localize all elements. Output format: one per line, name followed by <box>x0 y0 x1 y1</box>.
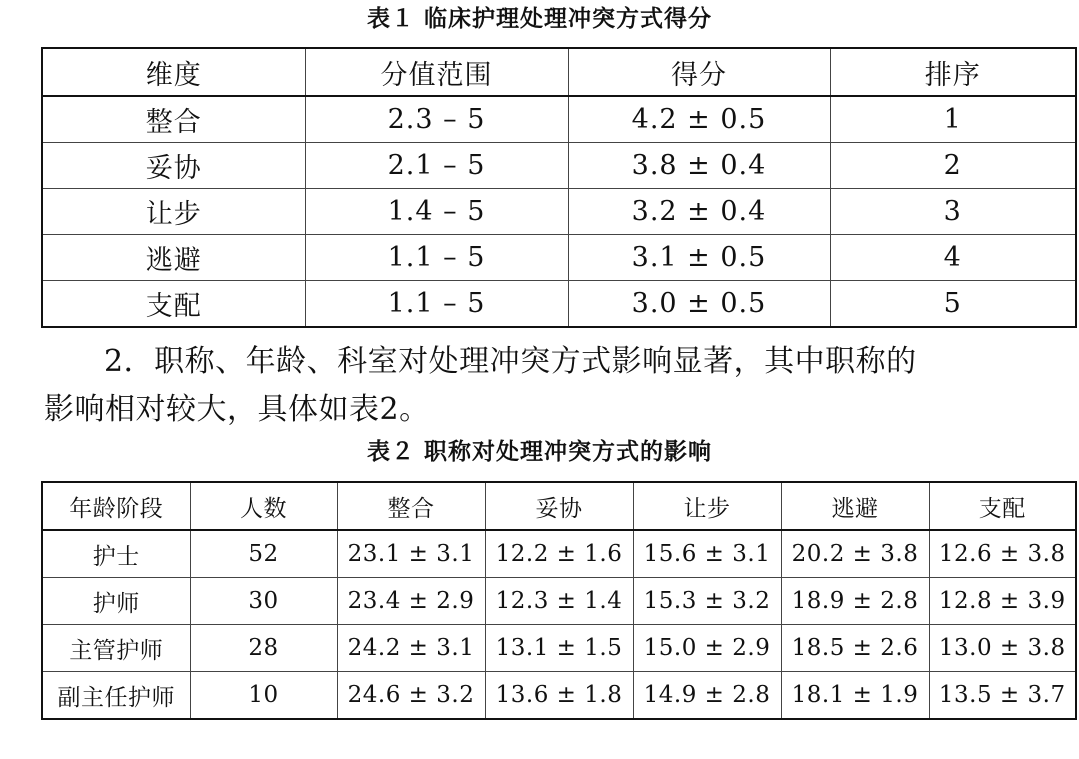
table-cell: 副主任护师 <box>42 672 190 720</box>
table-cell: 1.1 – 5 <box>305 281 568 328</box>
table-cell: 1.4 – 5 <box>305 189 568 235</box>
table-cell: 18.1 ± 1.9 <box>781 672 929 720</box>
table2-header-cell: 逃避 <box>781 482 929 530</box>
table-cell: 1.1 – 5 <box>305 235 568 281</box>
table-cell: 12.6 ± 3.8 <box>929 530 1076 578</box>
table2-header-cell: 支配 <box>929 482 1076 530</box>
table-row <box>42 189 1076 235</box>
table-cell: 13.6 ± 1.8 <box>485 672 633 720</box>
table-cell: 13.0 ± 3.8 <box>929 625 1076 672</box>
table-cell: 2.3 – 5 <box>305 96 568 143</box>
table-row <box>42 625 1076 672</box>
table-row <box>42 281 1076 328</box>
table1-header-cell: 分值范围 <box>305 48 568 96</box>
table-cell: 4.2 ± 0.5 <box>568 96 830 143</box>
table-cell: 3.8 ± 0.4 <box>568 143 830 189</box>
table-cell: 15.6 ± 3.1 <box>633 530 781 578</box>
table-cell: 24.6 ± 3.2 <box>337 672 485 720</box>
table-cell: 护师 <box>42 578 190 625</box>
table1-header-cell: 排序 <box>830 48 1076 96</box>
table-cell: 23.4 ± 2.9 <box>337 578 485 625</box>
table2-header-cell: 人数 <box>190 482 337 530</box>
table-cell: 妥协 <box>42 143 305 189</box>
table-cell: 13.1 ± 1.5 <box>485 625 633 672</box>
table-row <box>42 578 1076 625</box>
table-row <box>42 96 1076 143</box>
table-cell: 15.0 ± 2.9 <box>633 625 781 672</box>
table-cell: 24.2 ± 3.1 <box>337 625 485 672</box>
table-cell: 15.3 ± 3.2 <box>633 578 781 625</box>
body-paragraph <box>44 338 1076 434</box>
table2-header-cell: 整合 <box>337 482 485 530</box>
table-cell: 5 <box>830 281 1076 328</box>
table-cell: 逃避 <box>42 235 305 281</box>
table-cell: 1 <box>830 96 1076 143</box>
table-cell: 18.9 ± 2.8 <box>781 578 929 625</box>
table-cell: 14.9 ± 2.8 <box>633 672 781 720</box>
table2-header-cell: 妥协 <box>485 482 633 530</box>
table-cell: 主管护师 <box>42 625 190 672</box>
table2-caption: 表２ 职称对处理冲突方式的影响 <box>366 439 712 465</box>
table1-header-cell: 得分 <box>568 48 830 96</box>
paragraph-line: 2．职称、年龄、科室对处理冲突方式影响显著，其中职称的 <box>104 344 917 379</box>
table-cell: 护士 <box>42 530 190 578</box>
table-cell: 3.2 ± 0.4 <box>568 189 830 235</box>
table-cell: 12.2 ± 1.6 <box>485 530 633 578</box>
table1 <box>41 47 1077 328</box>
table1-header-row <box>42 48 1076 96</box>
table-cell: 52 <box>190 530 337 578</box>
table-row <box>42 235 1076 281</box>
paragraph-line: 影响相对较大，具体如表2。 <box>44 392 430 427</box>
table-cell: 2 <box>830 143 1076 189</box>
table2-header-cell: 让步 <box>633 482 781 530</box>
table2-header-row <box>42 482 1076 530</box>
table-cell: 3.0 ± 0.5 <box>568 281 830 328</box>
table-cell: 4 <box>830 235 1076 281</box>
table-cell: 10 <box>190 672 337 720</box>
table-cell: 让步 <box>42 189 305 235</box>
table-cell: 13.5 ± 3.7 <box>929 672 1076 720</box>
table2-header-cell: 年龄阶段 <box>42 482 190 530</box>
table-cell: 20.2 ± 3.8 <box>781 530 929 578</box>
table2 <box>41 481 1077 720</box>
table-cell: 整合 <box>42 96 305 143</box>
table-cell: 支配 <box>42 281 305 328</box>
table-row <box>42 143 1076 189</box>
table-row <box>42 530 1076 578</box>
table1-caption: 表１ 临床护理处理冲突方式得分 <box>366 6 712 32</box>
table-cell: 12.8 ± 3.9 <box>929 578 1076 625</box>
table-cell: 30 <box>190 578 337 625</box>
table-cell: 28 <box>190 625 337 672</box>
table-cell: 2.1 – 5 <box>305 143 568 189</box>
table-cell: 3.1 ± 0.5 <box>568 235 830 281</box>
table-row <box>42 672 1076 720</box>
table-cell: 3 <box>830 189 1076 235</box>
table-cell: 23.1 ± 3.1 <box>337 530 485 578</box>
table1-header-cell: 维度 <box>42 48 305 96</box>
table-cell: 12.3 ± 1.4 <box>485 578 633 625</box>
table-cell: 18.5 ± 2.6 <box>781 625 929 672</box>
